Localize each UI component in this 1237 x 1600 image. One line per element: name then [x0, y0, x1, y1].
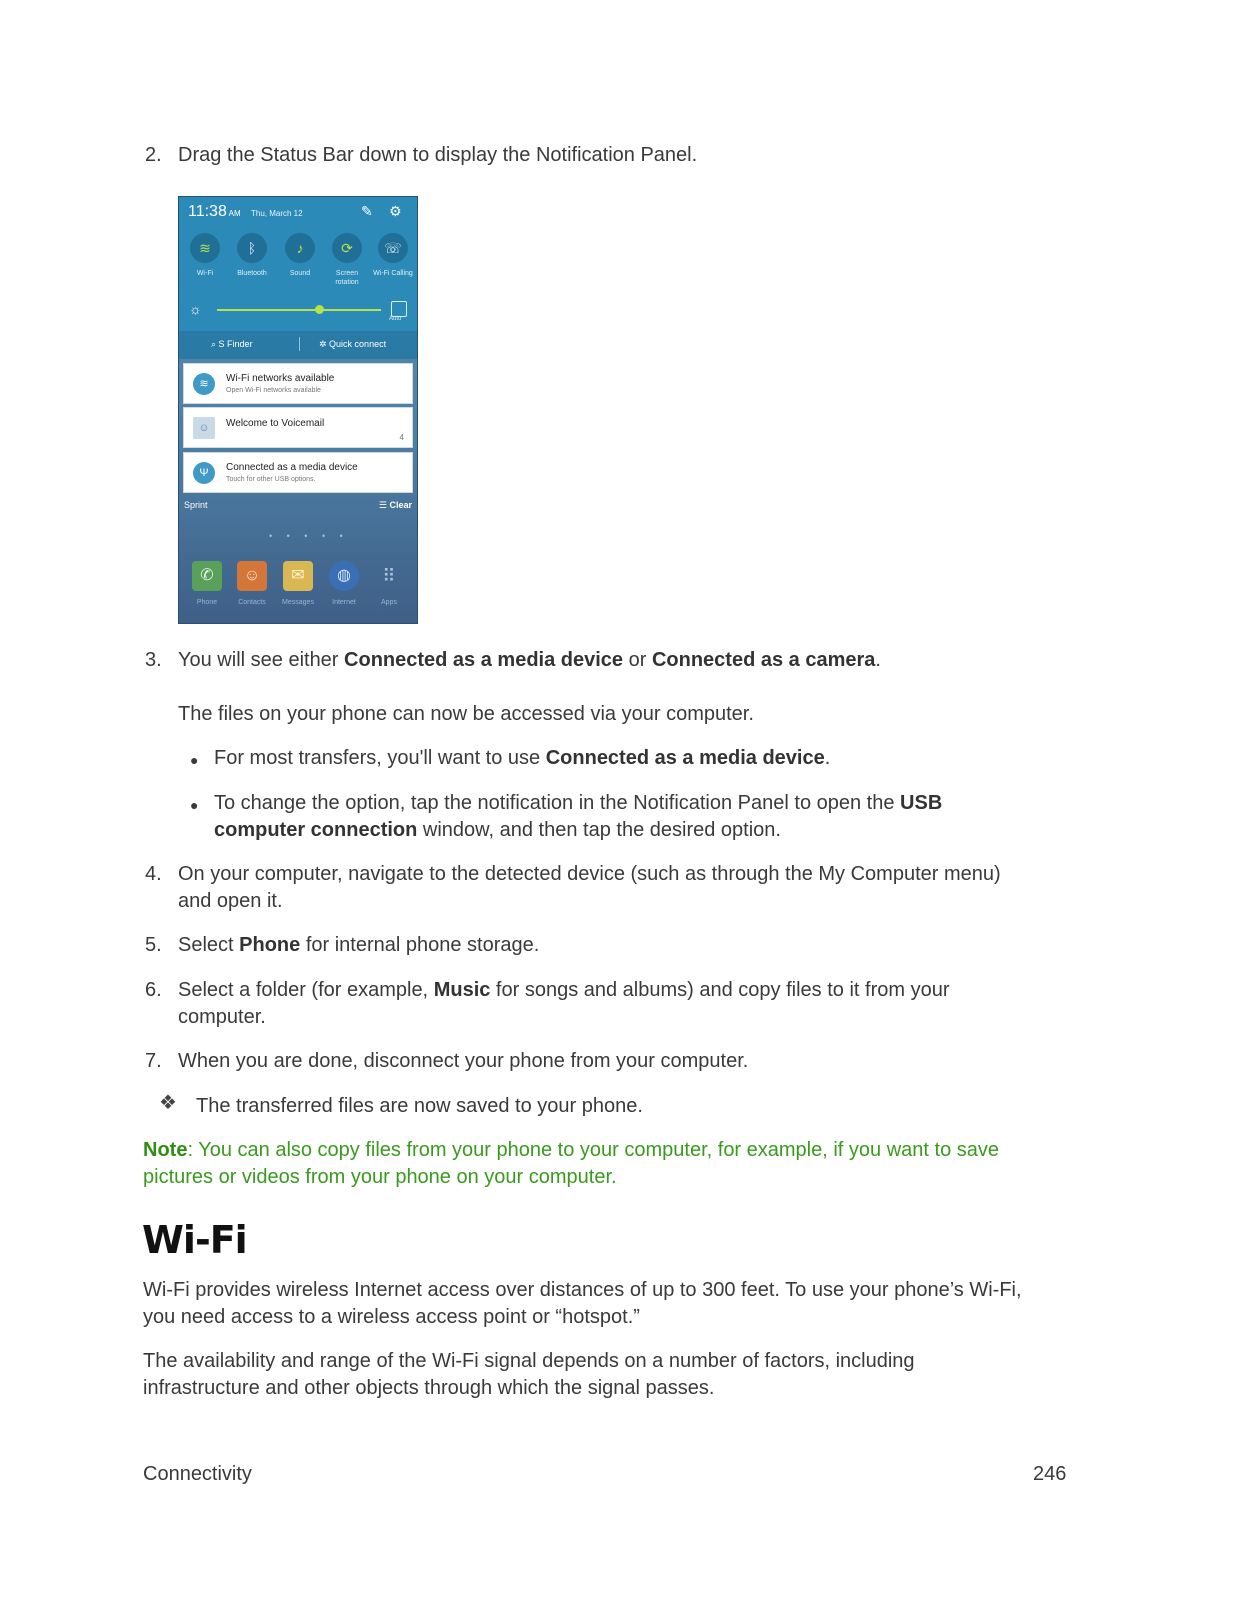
clear-button: ☰ Clear: [378, 500, 412, 510]
finder-separator: [299, 337, 300, 351]
step-6-post: for songs and albums) and copy files to it from your: [490, 979, 950, 1001]
qs-label-wifi-calling: Wi-Fi Calling: [373, 270, 413, 277]
page-indicator: • • • • •: [269, 531, 349, 541]
qs-label-rotation: Screen rotation: [335, 270, 359, 286]
para-1-line-2: you need access to a wireless access point or “hotspot.”: [143, 1306, 640, 1328]
step-3-post: .: [875, 649, 881, 671]
bullet-2-bold-connection: computer connection: [214, 819, 418, 841]
auto-brightness-checkbox: [391, 301, 407, 317]
status-time: [188, 203, 241, 221]
quick-connect: ✲ Quick connect: [319, 339, 387, 349]
step-5-number: 5.: [145, 934, 162, 956]
bullet-dot: ●: [190, 752, 199, 768]
app-label-phone: Phone: [196, 599, 218, 606]
section-heading: Wi-Fi: [142, 1218, 247, 1262]
bullet-1-text: [214, 746, 830, 770]
step-4-number: 4.: [145, 863, 162, 885]
step-2-text: Drag the Status Bar down to display the Notification Panel.: [178, 144, 698, 166]
messages-app-icon: ✉: [283, 561, 313, 591]
brightness-slider-track: [217, 309, 381, 311]
brightness-icon: ☼: [189, 301, 202, 317]
s-finder: ⌕ S Finder: [211, 339, 253, 349]
notification-title: Wi-Fi networks available: [226, 373, 335, 384]
status-date: Thu, March 12: [251, 209, 303, 218]
step-3-pre: You will see either: [178, 649, 345, 671]
bullet-2-line-2: [214, 818, 781, 842]
step-3-mid: or: [623, 649, 652, 671]
carrier-label: Sprint: [184, 500, 208, 510]
note-line-1: [143, 1138, 999, 1162]
para-2-line-2: infrastructure and other objects through which the signal passes.: [143, 1377, 715, 1399]
rotation-icon: ⟳: [332, 233, 362, 263]
footer-page-number: 246: [1033, 1463, 1067, 1485]
bullet-1-pre: For most transfers, you'll want to use: [214, 747, 546, 769]
notification-card: [183, 452, 413, 493]
step-4-line-1: On your computer, navigate to the detected device (such as through the My Computer menu): [178, 863, 1001, 885]
step-7-number: 7.: [145, 1050, 162, 1072]
s-finder-label: S Finder: [218, 339, 253, 349]
step-3-number: 3.: [145, 649, 162, 671]
result-diamond-icon: ❖: [159, 1092, 177, 1114]
qs-label-wifi: Wi-Fi: [196, 270, 214, 277]
brightness-slider-knob: [315, 305, 324, 314]
note-label: Note: [143, 1139, 188, 1161]
step-5-pre: Select: [178, 934, 240, 956]
notification-card: [183, 363, 413, 404]
app-label-internet: Internet: [332, 599, 356, 606]
step-5-bold: Phone: [239, 934, 301, 956]
notification-card: [183, 407, 413, 448]
contacts-app-icon: ☺: [237, 561, 267, 591]
clear-label: Clear: [389, 500, 412, 510]
para-1-line-1: Wi-Fi provides wireless Internet access over distances of up to 300 feet. To use your phone’s Wi-Fi,: [143, 1279, 1022, 1301]
step-5-text: [178, 933, 539, 957]
wifi-calling-icon: ☏: [378, 233, 408, 263]
result-text: The transferred files are now saved to your phone.: [196, 1095, 643, 1117]
app-label-contacts: Contacts: [238, 599, 266, 606]
auto-brightness-label: Auto: [389, 316, 402, 322]
time-value: 11:38: [188, 203, 227, 220]
para-2-line-1: The availability and range of the Wi-Fi signal depends on a number of factors, including: [143, 1350, 915, 1372]
voicemail-avatar-icon: ☺: [193, 417, 215, 439]
step-3-text: [178, 648, 881, 672]
app-label-messages: Messages: [282, 599, 314, 606]
bullet-1-post: .: [824, 747, 831, 769]
usb-icon: Ψ: [193, 462, 215, 484]
step-6-number: 6.: [145, 979, 162, 1001]
quick-connect-label: Quick connect: [329, 339, 387, 349]
qs-label-bluetooth: Bluetooth: [237, 270, 267, 277]
bullet-2-pre: To change the option, tap the notification in the Notification Panel to open the: [214, 792, 901, 814]
notification-title: Welcome to Voicemail: [226, 418, 325, 429]
wifi-icon: ≋: [190, 233, 220, 263]
app-label-apps: Apps: [381, 599, 397, 606]
bullet-1-bold: Connected as a media device: [545, 747, 825, 769]
notification-subtitle: Open Wi-Fi networks available: [226, 387, 321, 394]
step-2-number: 2.: [145, 144, 162, 166]
bullet-2-line-1: [214, 791, 942, 815]
bluetooth-icon: ᛒ: [237, 233, 267, 263]
step-4-line-2: and open it.: [178, 890, 283, 912]
step-6-line-1: [178, 978, 949, 1002]
step-5-post: for internal phone storage.: [300, 934, 540, 956]
step-3-bold-camera: Connected as a camera: [651, 649, 876, 671]
bullet-dot: ●: [190, 797, 199, 813]
bullet-2-post: window, and then tap the desired option.: [417, 819, 781, 841]
notification-title: Connected as a media device: [226, 462, 358, 473]
edit-icon: ✎: [361, 203, 373, 219]
note-line-2: pictures or videos from your phone on your computer.: [143, 1166, 617, 1188]
sound-icon: ♪: [285, 233, 315, 263]
apps-grid-icon: ⠿: [382, 566, 396, 586]
gear-icon: ⚙: [389, 203, 402, 219]
notification-panel-screenshot: [178, 196, 418, 624]
step-6-line-2: computer.: [178, 1006, 266, 1028]
step-3-paragraph: The files on your phone can now be accessed via your computer.: [178, 703, 754, 725]
step-6-bold: Music: [433, 979, 491, 1001]
qs-label-sound: Sound: [289, 270, 311, 277]
footer-section: Connectivity: [143, 1463, 252, 1485]
time-ampm: AM: [228, 209, 241, 218]
step-6-pre: Select a folder (for example,: [178, 979, 434, 1001]
notification-subtitle: Touch for other USB options.: [226, 476, 316, 483]
step-3-bold-media: Connected as a media device: [344, 649, 624, 671]
note-text-1: : You can also copy files from your phone to your computer, for example, if you want to save: [187, 1139, 1000, 1161]
phone-app-icon: ✆: [192, 561, 222, 591]
notification-count: 4: [399, 433, 404, 442]
internet-app-icon: ◍: [329, 561, 359, 591]
bullet-2-bold-usb: USB: [900, 792, 943, 814]
wifi-notification-icon: ≋: [193, 373, 215, 395]
step-7-text: When you are done, disconnect your phone from your computer.: [178, 1050, 749, 1072]
